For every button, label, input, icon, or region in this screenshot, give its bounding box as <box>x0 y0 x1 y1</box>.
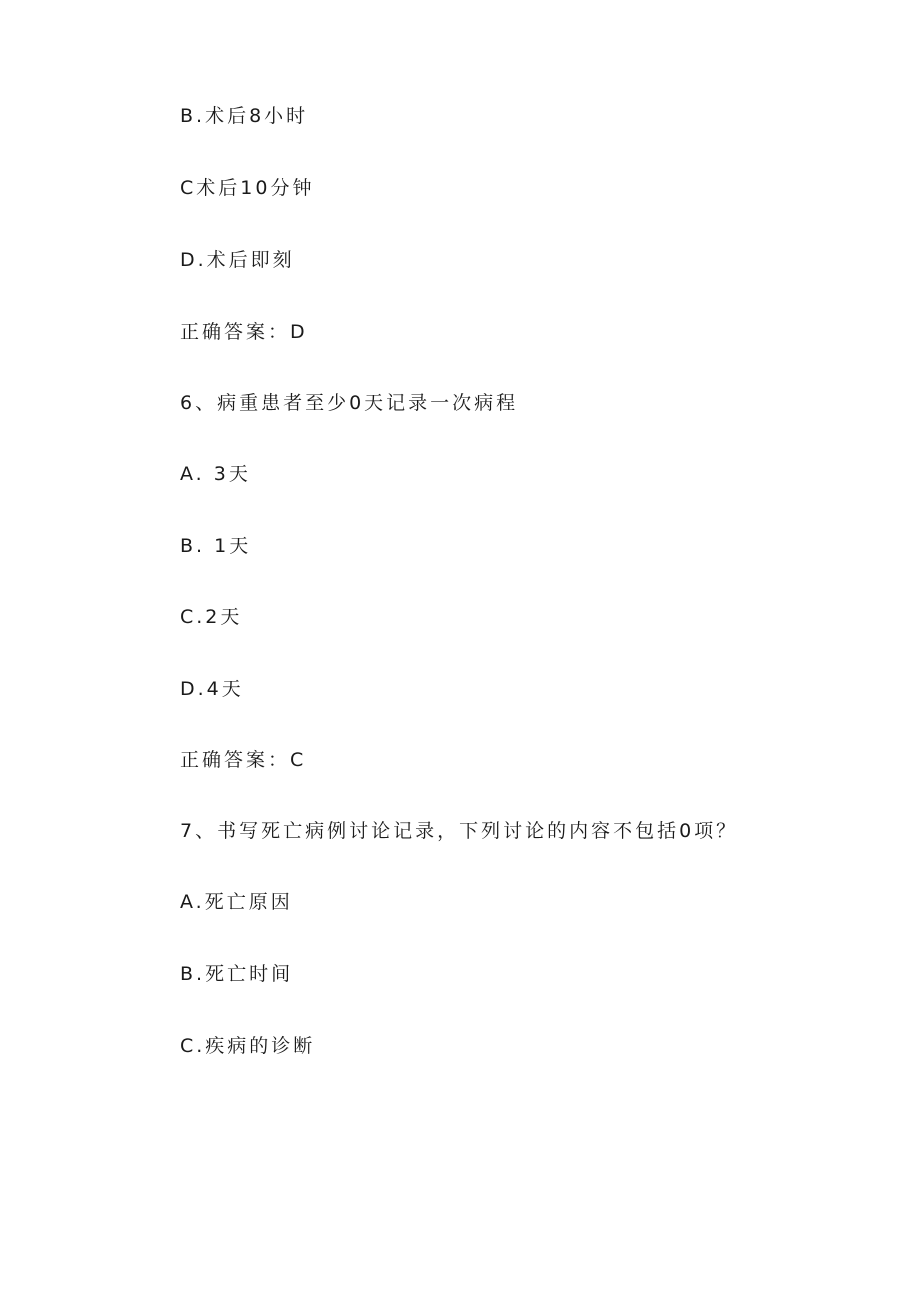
question-6: 6、病重患者至少0天记录一次病程 <box>180 392 519 414</box>
option-b-q6: B. 1天 <box>180 535 252 557</box>
option-a-q6: A. 3天 <box>180 463 251 485</box>
answer-q5: 正确答案：D <box>180 321 308 343</box>
option-b-q5: B.术后8小时 <box>180 105 309 127</box>
answer-q6: 正确答案：C <box>180 749 307 771</box>
option-d-q6: D.4天 <box>180 678 244 700</box>
option-b-q7: B.死亡时间 <box>180 963 294 985</box>
option-d-q5: D.术后即刻 <box>180 249 295 271</box>
option-c-q5: C术后10分钟 <box>180 177 315 199</box>
option-a-q7: A.死亡原因 <box>180 891 293 913</box>
option-c-q6: C.2天 <box>180 606 243 628</box>
option-c-q7: C.疾病的诊断 <box>180 1035 316 1057</box>
question-7: 7、书写死亡病例讨论记录，下列讨论的内容不包括0项？ <box>180 820 739 842</box>
